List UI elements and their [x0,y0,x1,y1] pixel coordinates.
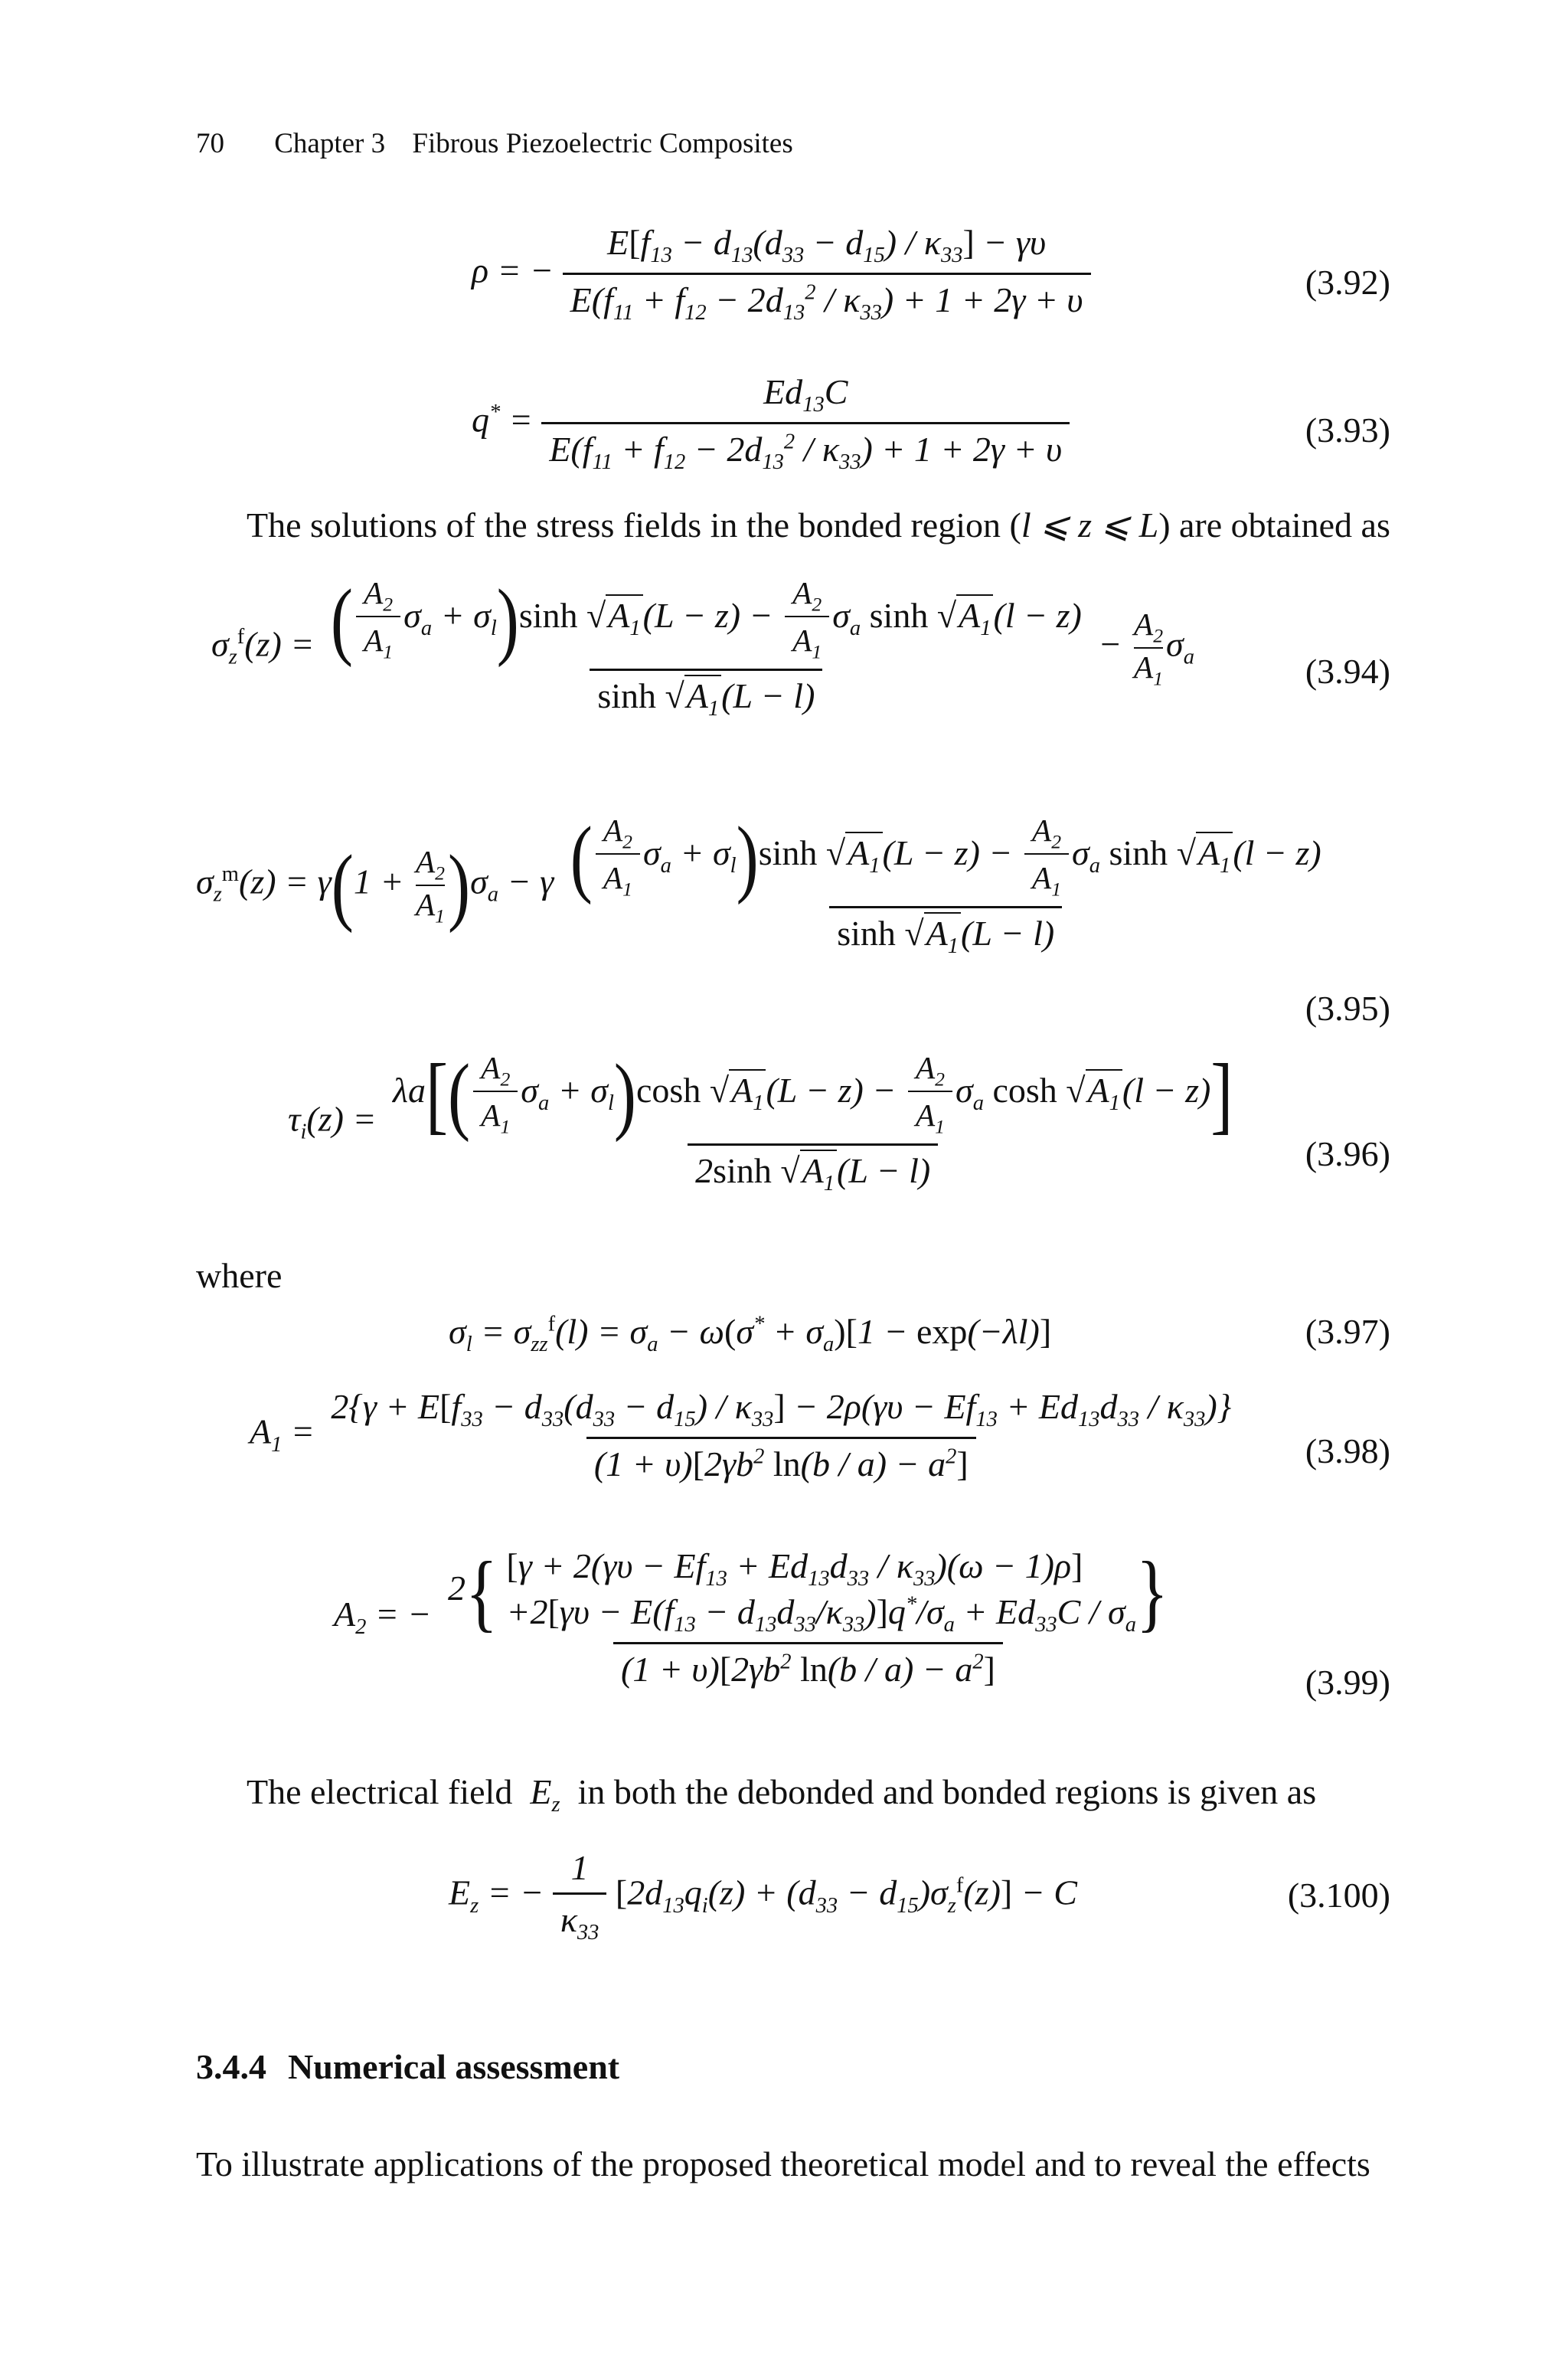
inline-math: l ⩽ z ⩽ L [1021,505,1159,545]
page-number: 70 [196,128,224,159]
paragraph-stress-intro: The solutions of the stress fields in the bonded region (l ⩽ z ⩽ L) are obtained as [247,505,1390,545]
section-number: 3.4.4 [196,2047,266,2086]
chapter-label: Chapter 3 [274,128,386,159]
eq-number: (3.100) [1287,1876,1390,1915]
eq-number: (3.94) [1305,652,1390,691]
eq-number: (3.96) [1305,1134,1390,1173]
section-heading [196,2046,619,2087]
chapter-title: Fibrous Piezoelectric Composites [412,128,793,159]
eq-number: (3.92) [1305,263,1390,302]
section-title: Numerical assessment [288,2047,620,2086]
eq-number: (3.93) [1305,411,1390,450]
eq-number: (3.97) [1305,1312,1390,1351]
eq-number: (3.99) [1305,1663,1390,1702]
paragraph-field-intro: The electrical field $E_z$ in both the debonded and bonded regions is given as [247,1772,1317,1817]
running-header [196,127,793,160]
eq-number: (3.95) [1305,989,1390,1028]
eq-number: (3.98) [1305,1431,1390,1470]
paragraph-numerical: To illustrate applications of the proposed theoretical model and to reveal the effects [196,2144,1370,2183]
paragraph-where: where [196,1256,283,1295]
